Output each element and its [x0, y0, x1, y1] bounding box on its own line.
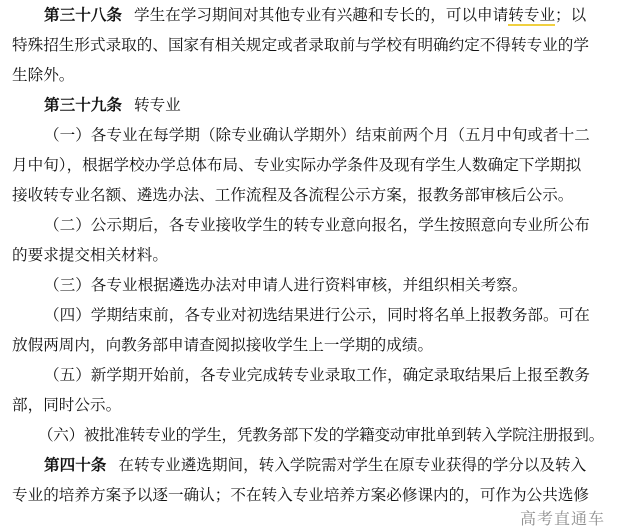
document-body — [12, 0, 620, 510]
article-38-text-end: ；以 — [555, 6, 587, 24]
item-4-line-1: （四）学期结束前，各专业对初选结果进行公示，同时将名单上报教务部。可在 — [44, 306, 590, 324]
article-38-label: 第三十八条 — [44, 6, 122, 24]
item-3-line-1: （三）各专业根据遴选办法对申请人进行资料审核，并组织相关考察。 — [44, 276, 528, 294]
article-38-text: 学生在学习期间对其他专业有兴趣和专长的，可以申请 — [133, 6, 509, 24]
item-1-line-2: 月中旬），根据学校办学总体布局、专业实际办学条件及现有学生人数确定下学期拟 — [12, 156, 582, 174]
item-1-line-1: （一）各专业在每学期（除专业确认学期外）结束前两个月（五月中旬或者十二 — [44, 126, 590, 144]
item-2-line-2: 的要求提交相关材料。 — [12, 246, 168, 264]
item-6-line-1: （六）被批准转专业的学生，凭教务部下发的学籍变动审批单到转入学院注册报到。 — [38, 426, 604, 444]
item-1-line-3: 接收转专业名额、遴选办法、工作流程及各流程公示方案，报教务部审核后公示。 — [12, 186, 574, 204]
article-39-title: 转专业 — [133, 96, 181, 114]
article-38-line-3: 生除外。 — [12, 66, 75, 84]
item-5-line-1: （五）新学期开始前，各专业完成转专业录取工作，确定录取结果后上报至教务 — [44, 366, 590, 384]
article-40-line-2: 专业的培养方案予以逐一确认；不在转入专业培养方案必修课内的，可作为公共选修 — [12, 486, 589, 504]
watermark: 高考直通车 — [519, 509, 605, 528]
item-4-line-2: 放假两周内，向教务部申请查阅拟接收学生上一学期的成绩。 — [12, 336, 434, 354]
underlined-term: 转专业 — [508, 6, 556, 24]
article-40-label: 第四十条 — [44, 456, 107, 474]
article-38-line-2: 特殊招生形式录取的、国家有相关规定或者录取前与学校有明确约定不得转专业的学 — [12, 36, 589, 54]
item-5-line-2: 部，同时公示。 — [12, 396, 122, 414]
article-40-line-1 — [12, 450, 620, 480]
item-2-line-1: （二）公示期后，各专业接收学生的转专业意向报名，学生按照意向专业所公布 — [44, 216, 590, 234]
article-39-label: 第三十九条 — [44, 96, 122, 114]
article-39-heading — [12, 90, 620, 120]
article-40-text: 在转专业遴选期间，转入学院需对学生在原专业获得的学分以及转入 — [118, 456, 587, 474]
article-38-line-1 — [12, 0, 620, 30]
